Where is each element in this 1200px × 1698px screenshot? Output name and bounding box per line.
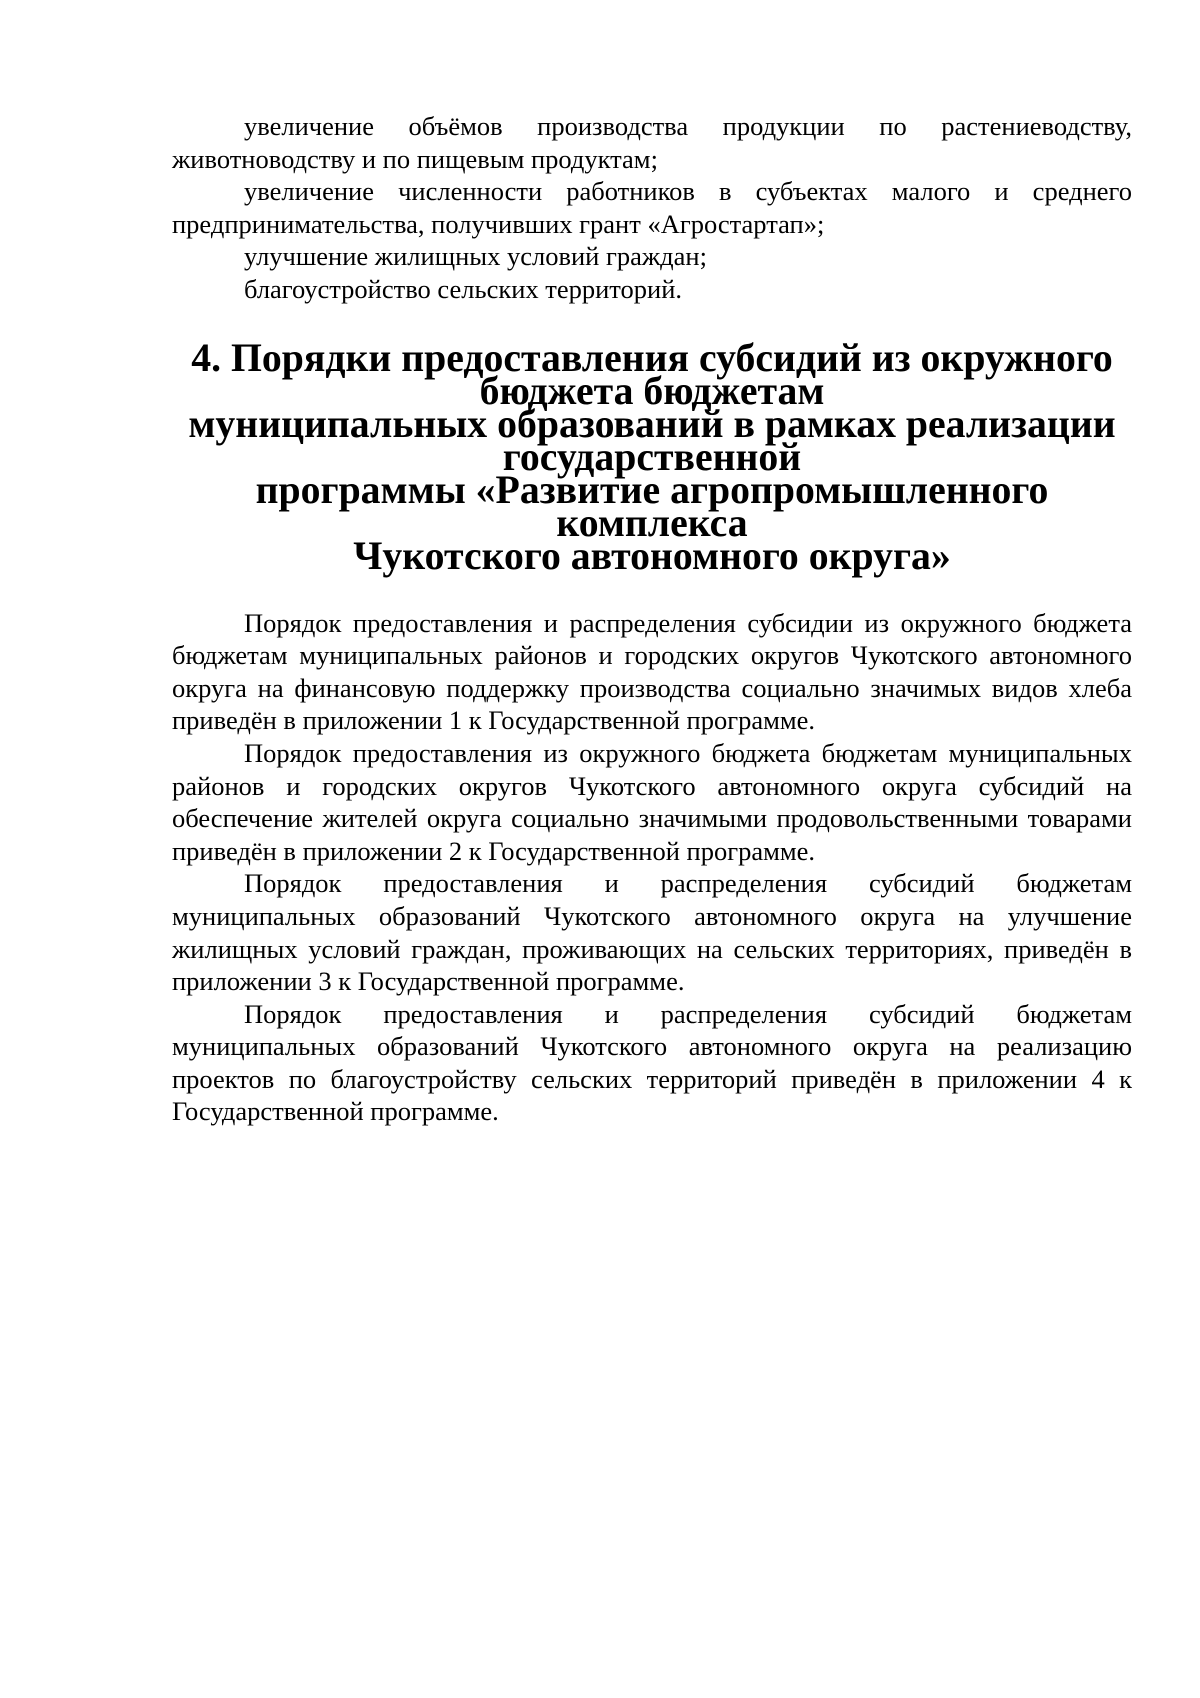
document-page	[172, 110, 1132, 1128]
paragraph-food-subsidy: Порядок предоставления из окружного бюджета бюджетам муниципальных районов и городских округов Чукотского автономного округа субсидий на обеспечение жителей округа социально значимыми продовольственными товарами приведён в приложении 2 к Государственной программе.	[172, 737, 1132, 866]
section-heading-line: программы «Развитие агропромышленного комплекса	[255, 467, 1049, 545]
list-item-territories: благоустройство сельских территорий.	[244, 273, 683, 304]
list-item-production: увеличение объёмов производства продукции по растениеводству, животноводству и по пищевым продуктам;	[172, 111, 1132, 174]
list-item-workers: увеличение численности работников в субъектах малого и среднего предпринимательства, получивших грант «Агростартап»;	[172, 176, 1132, 239]
section-heading-line: муниципальных образований в рамках реализации государственной	[188, 401, 1116, 479]
section-heading	[172, 335, 1132, 578]
paragraph-landscaping-subsidy: Порядок предоставления и распределения субсидий бюджетам муниципальных образований Чукотского автономного округа на реализацию проектов по благоустройству сельских территорий приведён в приложении 4 к Государственной программе.	[172, 998, 1132, 1127]
intro-list	[172, 110, 1132, 306]
paragraph-housing-subsidy: Порядок предоставления и распределения субсидий бюджетам муниципальных образований Чукотского автономного округа на улучшение жилищных условий граждан, проживающих на сельских территориях, приведён в приложении 3 к Государственной программе.	[172, 868, 1132, 997]
section-heading-line: 4. Порядки предоставления субсидий из окружного бюджета бюджетам	[191, 335, 1113, 413]
paragraph-bread-subsidy: Порядок предоставления и распределения субсидии из окружного бюджета бюджетам муниципальных районов и городских округов Чукотского автономного округа на финансовую поддержку производства социально значимых видов хлеба приведён в приложении 1 к Государственной программе.	[172, 607, 1132, 736]
list-item-housing: улучшение жилищных условий граждан;	[244, 241, 707, 272]
section-heading-line: Чукотского автономного округа»	[353, 533, 951, 578]
section-body	[172, 607, 1132, 1129]
